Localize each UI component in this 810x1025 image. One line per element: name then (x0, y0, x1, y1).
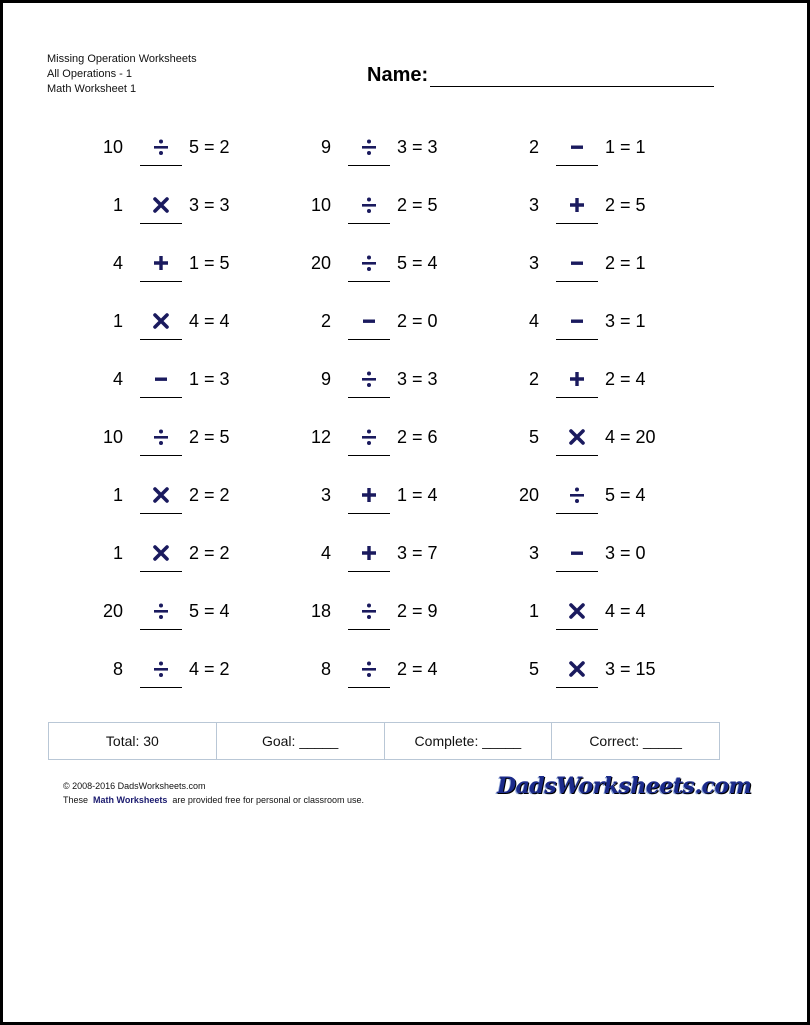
missing-operation-blank[interactable] (556, 513, 598, 514)
problem-item (83, 542, 263, 598)
missing-operation-blank[interactable] (348, 281, 390, 282)
first-operand: 18 (310, 601, 331, 621)
missing-operation-blank[interactable] (140, 513, 182, 514)
first-operand: 8 (320, 659, 331, 679)
first-operand: 4 (528, 311, 539, 331)
problem-item (291, 426, 471, 482)
first-operand: 1 (112, 195, 123, 215)
problem-item (499, 136, 679, 192)
minus-operator-icon (358, 310, 380, 332)
divide-operator-icon (150, 600, 172, 622)
problem-item (83, 252, 263, 308)
minus-operator-icon (566, 310, 588, 332)
problem-item (83, 600, 263, 656)
equation-remainder: 2 = 4 (605, 369, 646, 389)
missing-operation-blank[interactable] (556, 397, 598, 398)
equation-remainder: 2 = 4 (397, 659, 438, 679)
equation-remainder: 5 = 2 (189, 137, 230, 157)
divide-operator-icon (358, 426, 380, 448)
missing-operation-blank[interactable] (556, 571, 598, 572)
minus-operator-icon (566, 136, 588, 158)
first-operand: 20 (518, 485, 539, 505)
worksheet-number: Math Worksheet 1 (47, 83, 137, 95)
problem-item (291, 542, 471, 598)
problem-item (83, 368, 263, 424)
first-operand: 2 (320, 311, 331, 331)
equation-remainder: 5 = 4 (189, 601, 230, 621)
problem-item (83, 484, 263, 540)
missing-operation-blank[interactable] (348, 571, 390, 572)
missing-operation-blank[interactable] (140, 165, 182, 166)
divide-operator-icon (358, 252, 380, 274)
problem-item (83, 194, 263, 250)
usage-note (63, 793, 364, 807)
missing-operation-blank[interactable] (556, 223, 598, 224)
math-worksheets-link[interactable]: Math Worksheets (93, 795, 168, 805)
missing-operation-blank[interactable] (140, 455, 182, 456)
first-operand: 2 (528, 369, 539, 389)
divide-operator-icon (150, 658, 172, 680)
first-operand: 3 (528, 253, 539, 273)
multiply-operator-icon (150, 542, 172, 564)
problem-item (499, 600, 679, 656)
missing-operation-blank[interactable] (348, 455, 390, 456)
first-operand: 2 (528, 137, 539, 157)
first-operand: 3 (528, 543, 539, 563)
problem-grid (3, 3, 810, 713)
equation-remainder: 2 = 9 (397, 601, 438, 621)
equation-remainder: 5 = 4 (605, 485, 646, 505)
problem-item (291, 310, 471, 366)
missing-operation-blank[interactable] (140, 339, 182, 340)
plus-operator-icon (358, 484, 380, 506)
problem-item (499, 368, 679, 424)
equation-remainder: 2 = 5 (397, 195, 438, 215)
minus-operator-icon (566, 542, 588, 564)
equation-remainder: 3 = 1 (605, 311, 646, 331)
equation-remainder: 2 = 1 (605, 253, 646, 273)
problem-item (83, 658, 263, 714)
worksheet-series-title: Missing Operation Worksheets (47, 53, 197, 65)
equation-remainder: 3 = 3 (397, 137, 438, 157)
equation-remainder: 2 = 5 (189, 427, 230, 447)
divide-operator-icon (358, 194, 380, 216)
problem-item (291, 484, 471, 540)
complete-cell: Complete: _____ (385, 723, 553, 759)
problem-item (499, 542, 679, 598)
missing-operation-blank[interactable] (348, 513, 390, 514)
first-operand: 10 (102, 427, 123, 447)
equation-remainder: 3 = 3 (189, 195, 230, 215)
missing-operation-blank[interactable] (556, 339, 598, 340)
missing-operation-blank[interactable] (348, 397, 390, 398)
first-operand: 4 (320, 543, 331, 563)
problem-item (499, 194, 679, 250)
first-operand: 12 (310, 427, 331, 447)
first-operand: 4 (112, 253, 123, 273)
equation-remainder: 2 = 0 (397, 311, 438, 331)
equation-remainder: 4 = 2 (189, 659, 230, 679)
missing-operation-blank[interactable] (140, 397, 182, 398)
missing-operation-blank[interactable] (348, 687, 390, 688)
multiply-operator-icon (566, 658, 588, 680)
equation-remainder: 3 = 15 (605, 659, 656, 679)
first-operand: 10 (102, 137, 123, 157)
equation-remainder: 1 = 1 (605, 137, 646, 157)
equation-remainder: 1 = 5 (189, 253, 230, 273)
first-operand: 1 (112, 543, 123, 563)
problem-item (83, 136, 263, 192)
missing-operation-blank[interactable] (348, 165, 390, 166)
divide-operator-icon (358, 658, 380, 680)
first-operand: 1 (528, 601, 539, 621)
equation-remainder: 1 = 3 (189, 369, 230, 389)
missing-operation-blank[interactable] (140, 223, 182, 224)
missing-operation-blank[interactable] (556, 687, 598, 688)
divide-operator-icon (358, 600, 380, 622)
first-operand: 5 (528, 427, 539, 447)
first-operand: 10 (310, 195, 331, 215)
usage-suffix: are provided free for personal or classroom use. (172, 795, 364, 805)
missing-operation-blank[interactable] (556, 281, 598, 282)
plus-operator-icon (566, 194, 588, 216)
first-operand: 5 (528, 659, 539, 679)
divide-operator-icon (358, 368, 380, 390)
problem-item (83, 310, 263, 366)
problem-item (499, 310, 679, 366)
copyright-block (63, 779, 364, 807)
multiply-operator-icon (150, 484, 172, 506)
problem-item (83, 426, 263, 482)
first-operand: 20 (102, 601, 123, 621)
divide-operator-icon (150, 136, 172, 158)
missing-operation-blank[interactable] (140, 629, 182, 630)
first-operand: 1 (112, 311, 123, 331)
first-operand: 9 (320, 369, 331, 389)
missing-operation-blank[interactable] (348, 223, 390, 224)
equation-remainder: 3 = 0 (605, 543, 646, 563)
score-summary-table (48, 722, 720, 760)
first-operand: 20 (310, 253, 331, 273)
missing-operation-blank[interactable] (140, 687, 182, 688)
equation-remainder: 2 = 2 (189, 485, 230, 505)
equation-remainder: 2 = 6 (397, 427, 438, 447)
missing-operation-blank[interactable] (556, 165, 598, 166)
equation-remainder: 5 = 4 (397, 253, 438, 273)
problem-item (499, 658, 679, 714)
problem-item (499, 484, 679, 540)
divide-operator-icon (150, 426, 172, 448)
copyright-text: © 2008-2016 DadsWorksheets.com (63, 781, 206, 791)
first-operand: 8 (112, 659, 123, 679)
multiply-operator-icon (566, 600, 588, 622)
equation-remainder: 1 = 4 (397, 485, 438, 505)
plus-operator-icon (150, 252, 172, 274)
minus-operator-icon (566, 252, 588, 274)
multiply-operator-icon (566, 426, 588, 448)
missing-operation-blank[interactable] (140, 281, 182, 282)
problem-item (499, 252, 679, 308)
missing-operation-blank[interactable] (556, 455, 598, 456)
first-operand: 1 (112, 485, 123, 505)
dadsworksheets-logo: DadsWorksheets.com (497, 773, 752, 799)
missing-operation-blank[interactable] (140, 571, 182, 572)
multiply-operator-icon (150, 194, 172, 216)
minus-operator-icon (150, 368, 172, 390)
missing-operation-blank[interactable] (348, 629, 390, 630)
equation-remainder: 3 = 7 (397, 543, 438, 563)
plus-operator-icon (358, 542, 380, 564)
divide-operator-icon (358, 136, 380, 158)
problem-item (291, 194, 471, 250)
goal-cell: Goal: _____ (217, 723, 385, 759)
equation-remainder: 4 = 4 (189, 311, 230, 331)
equation-remainder: 2 = 5 (605, 195, 646, 215)
usage-prefix: These (63, 795, 89, 805)
equation-remainder: 3 = 3 (397, 369, 438, 389)
problem-item (291, 368, 471, 424)
plus-operator-icon (566, 368, 588, 390)
problem-item (291, 136, 471, 192)
missing-operation-blank[interactable] (348, 339, 390, 340)
name-label: Name: (367, 64, 429, 86)
first-operand: 3 (528, 195, 539, 215)
problem-item (291, 600, 471, 656)
missing-operation-blank[interactable] (556, 629, 598, 630)
correct-cell: Correct: _____ (589, 733, 682, 749)
worksheet-subtitle: All Operations - 1 (47, 68, 132, 80)
multiply-operator-icon (150, 310, 172, 332)
equation-remainder: 2 = 2 (189, 543, 230, 563)
problem-item (499, 426, 679, 482)
problem-item (291, 252, 471, 308)
equation-remainder: 4 = 20 (605, 427, 656, 447)
problem-item (291, 658, 471, 714)
divide-operator-icon (566, 484, 588, 506)
total-cell: Total: 30 (49, 723, 217, 759)
first-operand: 9 (320, 137, 331, 157)
first-operand: 4 (112, 369, 123, 389)
equation-remainder: 4 = 4 (605, 601, 646, 621)
first-operand: 3 (320, 485, 331, 505)
